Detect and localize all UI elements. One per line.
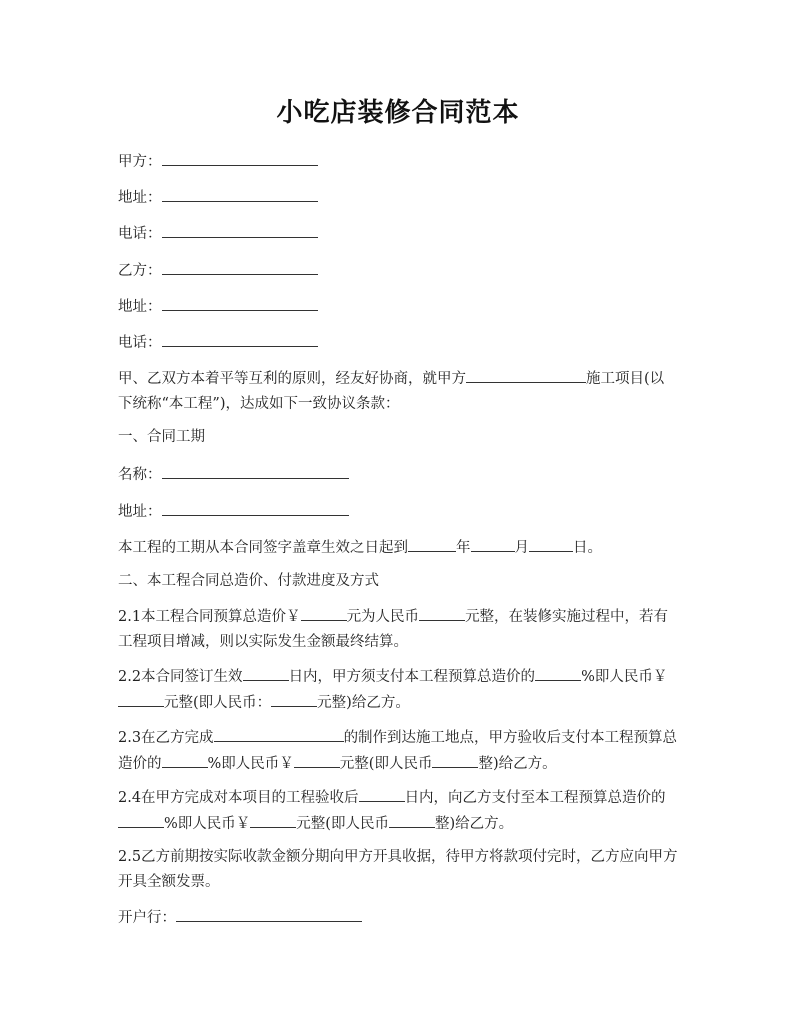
month-blank (471, 535, 515, 552)
project-address-blank (162, 499, 349, 516)
party-a-address-line (118, 185, 318, 209)
clause-2-2-text-1: 2.2本合同签订生效 (118, 669, 243, 685)
bank-label: 开户行： (118, 910, 176, 926)
clause-2-4-text-5: 整)给乙方。 (434, 816, 514, 832)
project-name-line (118, 462, 349, 486)
party-b-phone-label: 电话： (118, 335, 162, 351)
clause-2-4-blank-1 (359, 785, 405, 802)
party-a-phone-blank (162, 221, 318, 238)
project-name-label: 名称： (118, 467, 162, 483)
clause-2-4-text-2: 日内，向乙方支付至本工程预算总造价的 (404, 790, 666, 806)
clause-2-2-text-4: 元整(即人民币： (164, 695, 272, 711)
party-b-address-label: 地址： (118, 299, 162, 315)
intro-text-2: 施工项目(以下统称“本工程”)，达成如下一致协议条款： (118, 371, 665, 412)
party-b-label: 乙方： (118, 263, 162, 279)
clause-2-2-blank-3 (118, 690, 164, 707)
party-a-address-blank (162, 185, 318, 202)
clause-2-3-blank-4 (432, 751, 478, 768)
clause-2-2-blank-2 (535, 664, 581, 681)
clause-2-2 (118, 664, 678, 716)
clause-2-4 (118, 785, 678, 837)
clause-2-4-blank-3 (250, 811, 296, 828)
bank-blank (176, 905, 362, 922)
clause-2-3-blank-2 (162, 751, 208, 768)
year-blank (408, 535, 456, 552)
clause-2-2-text-3: %即人民币￥ (581, 669, 668, 685)
clause-2-1-blank-1 (301, 604, 347, 621)
project-address-line (118, 499, 349, 523)
section1-heading: 一、合同工期 (118, 429, 205, 445)
clause-2-3-text-4: 元整(即人民币 (339, 756, 433, 772)
clause-2-4-blank-2 (118, 811, 164, 828)
clause-2-4-text-4: 元整(即人民币 (296, 816, 389, 832)
clause-2-4-text-1: 2.4在甲方完成对本项目的工程验收后 (118, 790, 359, 806)
party-a-phone-line (118, 221, 318, 245)
clause-2-3-text-1: 2.3在乙方完成 (118, 730, 214, 746)
project-address-label: 地址： (118, 504, 162, 520)
party-a-address-label: 地址： (118, 190, 162, 206)
bank-line (118, 905, 362, 929)
clause-2-5: 2.5乙方前期按实际收款金额分期向甲方开具收据，待甲方将款项付完时，乙方应向甲方开具全额发票。 (118, 849, 678, 890)
clause-2-4-text-3: %即人民币￥ (164, 816, 251, 832)
clause-2-3-text-2: 的制作到达施工地点，甲方验收后支付本工程预算总造价的 (118, 730, 678, 772)
term-month: 月 (514, 540, 529, 556)
party-b-address-blank (162, 294, 318, 311)
party-a-label: 甲方： (118, 154, 162, 170)
clause-2-2-blank-4 (271, 690, 317, 707)
section2-heading: 二、本工程合同总造价、付款进度及方式 (118, 573, 379, 589)
clause-2-3-blank-3 (294, 751, 340, 768)
clause-2-1 (118, 604, 678, 655)
intro-text-1: 甲、乙双方本着平等互利的原则，经友好协商，就甲方 (118, 371, 466, 387)
term-year: 年 (456, 540, 471, 556)
party-b-phone-blank (162, 330, 318, 347)
party-b-line (118, 258, 318, 282)
clause-2-1-text-2: 元为人民币 (346, 609, 420, 625)
project-name-blank (162, 462, 349, 479)
intro-paragraph (118, 366, 678, 417)
clause-2-1-blank-2 (419, 604, 465, 621)
clause-2-4-blank-4 (389, 811, 435, 828)
clause-2-1-text-1: 2.1本工程合同预算总造价￥ (118, 609, 301, 625)
party-a-blank (162, 149, 318, 166)
party-b-blank (162, 258, 318, 275)
clause-2-2-text-2: 日内，甲方须支付本工程预算总造价的 (288, 669, 536, 685)
term-line (118, 535, 602, 559)
document-title: 小吃店装修合同范本 (276, 98, 520, 128)
party-b-phone-line (118, 330, 318, 354)
day-blank (529, 535, 573, 552)
party-a-phone-label: 电话： (118, 226, 162, 242)
term-text: 本工程的工期从本合同签字盖章生效之日起到 (118, 540, 408, 556)
clause-2-2-blank-1 (243, 664, 289, 681)
clause-2-1-text-3: 元整，在装修实施过程中，若有工程项目增减，则以实际发生金额最终结算。 (118, 609, 669, 650)
clause-2-3 (118, 725, 678, 777)
party-a-line (118, 149, 318, 173)
clause-2-3-text-3: %即人民币￥ (207, 756, 294, 772)
clause-2-3-text-5: 整)给乙方。 (478, 756, 557, 772)
term-day: 日。 (573, 540, 602, 556)
party-b-address-line (118, 294, 318, 318)
clause-2-3-blank-1 (214, 725, 344, 742)
clause-2-2-text-5: 元整)给乙方。 (317, 695, 410, 711)
project-blank (466, 366, 586, 383)
